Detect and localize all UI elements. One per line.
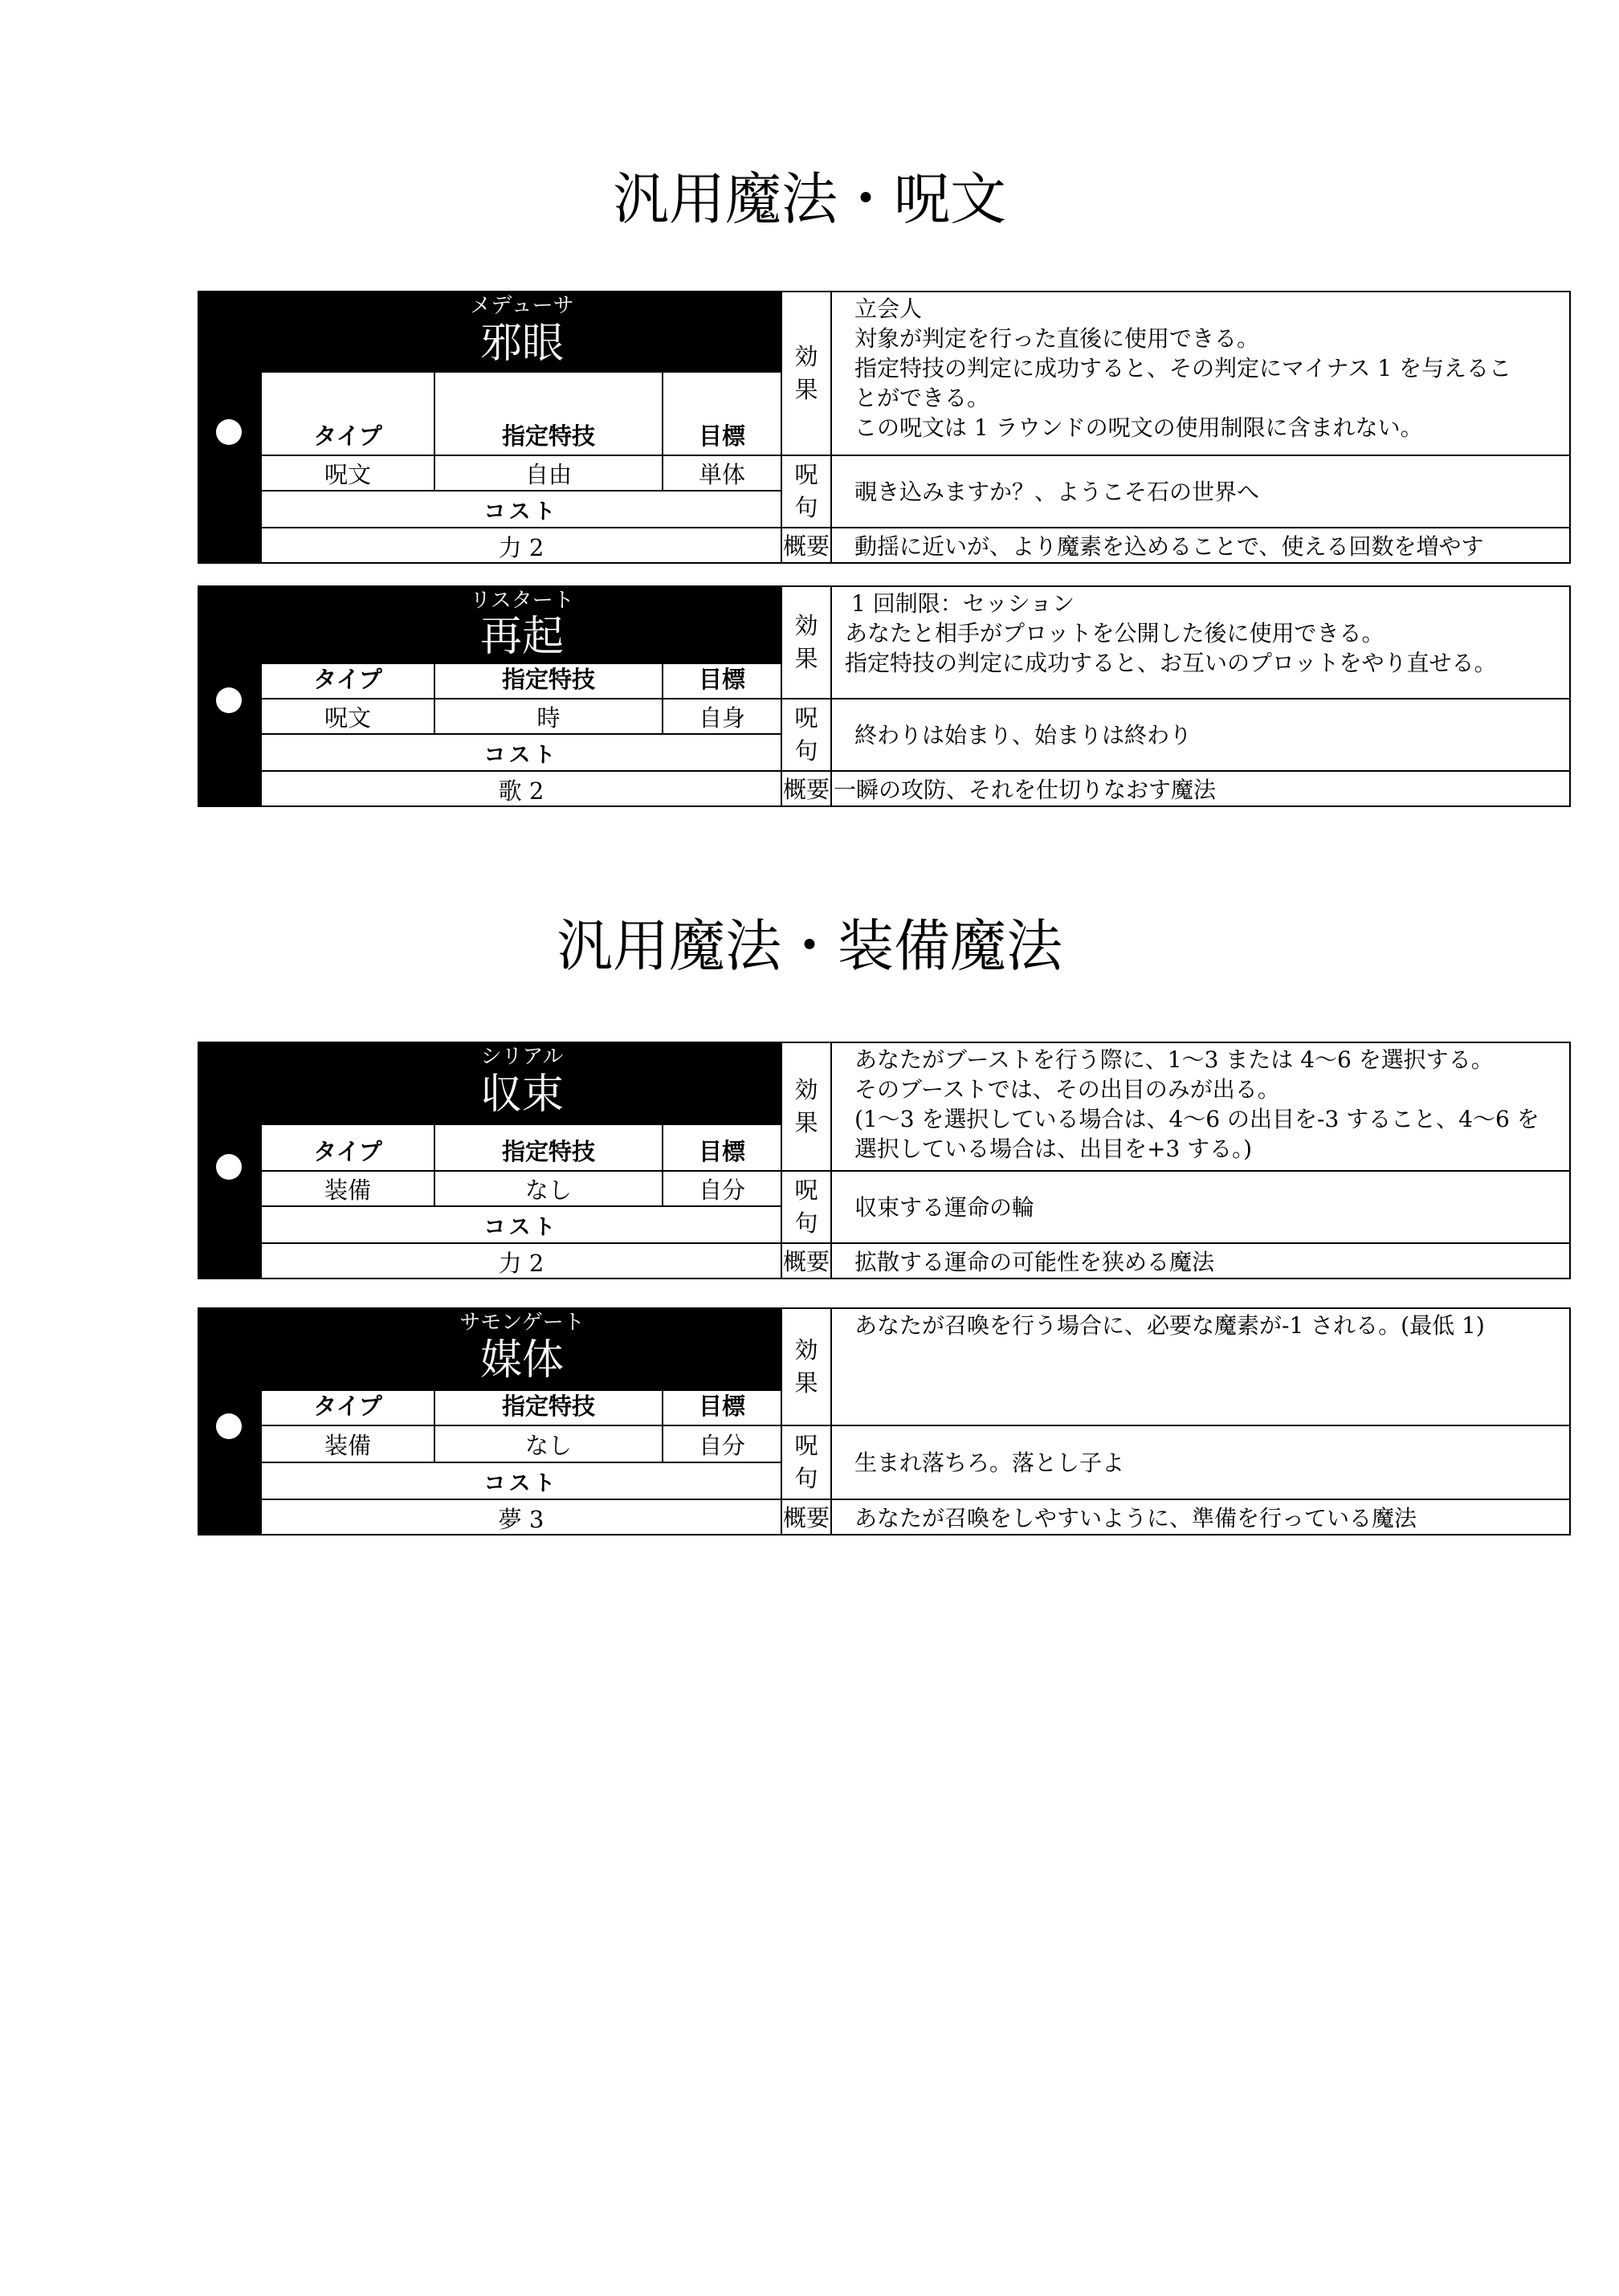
spell-ruby: メデューサ	[470, 294, 574, 318]
incantation-text: 収束する運命の輪	[832, 1172, 1569, 1244]
effect-line: 立会人	[854, 296, 923, 322]
incantation-text: 覗き込みますか？、ようこそ石の世界へ	[832, 456, 1569, 528]
summary-text: 一瞬の攻防、それを仕切りなおす魔法	[834, 776, 1217, 803]
effect-label: 効果	[782, 1043, 832, 1172]
incantation-label: 呪句	[782, 456, 832, 528]
target-header: 目標	[663, 1125, 782, 1172]
incantation-text: 終わりは始まり、始まりは終わり	[832, 699, 1569, 772]
cost-value: 力 2	[262, 528, 782, 564]
spell-name-box	[262, 587, 782, 664]
binder-hole-icon	[216, 1154, 242, 1180]
spell-ruby: サモンゲート	[459, 1311, 585, 1335]
effect-line: あなたがブーストを行う際に、1〜3 または 4〜6 を選択する。	[854, 1046, 1494, 1073]
target-value: 自分	[663, 1426, 782, 1463]
effect-line: 指定特技の判定に成功すると、その判定にマイナス 1 を与えるこ	[854, 355, 1511, 381]
summary-label: 概要	[782, 1500, 832, 1535]
effect-label: 効果	[782, 587, 832, 699]
spell-name: 収束	[479, 1071, 564, 1119]
type-header: タイプ	[262, 664, 435, 699]
cost-label: コスト	[262, 1207, 782, 1244]
spell-name-box	[262, 1043, 782, 1125]
incantation-text: 生まれ落ちろ。落とし子よ	[832, 1426, 1569, 1500]
type-value: 装備	[262, 1426, 435, 1463]
cost-label: コスト	[262, 1463, 782, 1500]
effect-line: 対象が判定を行った直後に使用できる。	[854, 325, 1260, 352]
summary-text: 拡散する運命の可能性を狭める魔法	[854, 1248, 1215, 1275]
summary-text: 動揺に近いが、より魔素を込めることで、使える回数を増やす	[854, 532, 1484, 560]
spell-card	[198, 1307, 1571, 1535]
target-header: 目標	[663, 373, 782, 456]
section-title: 汎用魔法・呪文	[613, 166, 1006, 232]
type-value: 装備	[262, 1172, 435, 1207]
effect-text	[832, 292, 1569, 456]
type-header: タイプ	[262, 1125, 435, 1172]
spell-name: 再起	[479, 613, 564, 661]
effect-line: 指定特技の判定に成功すると、お互いのプロットをやり直せる。	[845, 650, 1497, 676]
effect-line: あなたと相手がプロットを公開した後に使用できる。	[845, 620, 1385, 646]
cost-label: コスト	[262, 735, 782, 772]
effect-label: 効果	[782, 292, 832, 456]
type-value: 呪文	[262, 699, 435, 735]
spell-card	[198, 291, 1571, 564]
incantation-label: 呪句	[782, 699, 832, 772]
skill-header: 指定特技	[435, 1125, 663, 1172]
skill-header: 指定特技	[435, 373, 663, 456]
cost-value: 力 2	[262, 1244, 782, 1279]
target-header: 目標	[663, 664, 782, 699]
cost-value: 夢 3	[262, 1500, 782, 1535]
type-value: 呪文	[262, 456, 435, 491]
spell-card	[198, 585, 1571, 807]
summary-label: 概要	[782, 528, 832, 564]
cost-label: コスト	[262, 491, 782, 528]
spell-name: 媒体	[479, 1336, 564, 1385]
summary-text: あなたが召喚をしやすいように、準備を行っている魔法	[854, 1504, 1417, 1531]
effect-text	[832, 587, 1569, 699]
skill-header: 指定特技	[435, 664, 663, 699]
effect-line: あなたが召喚を行う場合に、必要な魔素が-1 される。(最低 1)	[854, 1312, 1485, 1339]
summary-label: 概要	[782, 1244, 832, 1279]
effect-text	[832, 1043, 1569, 1172]
spell-name-box	[262, 1309, 782, 1391]
incantation-label: 呪句	[782, 1426, 832, 1500]
effect-label: 効果	[782, 1309, 832, 1426]
type-header: タイプ	[262, 373, 435, 456]
target-value: 単体	[663, 456, 782, 491]
skill-value: なし	[435, 1426, 663, 1463]
effect-line: 選択している場合は、出目を+3 する。)	[854, 1136, 1253, 1162]
spell-name: 邪眼	[479, 320, 564, 368]
type-header: タイプ	[262, 1391, 435, 1426]
binder-hole-icon	[216, 419, 242, 445]
skill-value: 時	[435, 699, 663, 735]
binder-hole-icon	[216, 1413, 242, 1439]
cost-value: 歌 2	[262, 772, 782, 807]
effect-line: この呪文は 1 ラウンドの呪文の使用制限に含まれない。	[854, 414, 1423, 441]
effect-line: とができる。	[854, 385, 990, 411]
effect-line: 1 回制限：セッション	[851, 590, 1075, 617]
binder-hole-icon	[216, 687, 242, 713]
spell-card	[198, 1042, 1571, 1279]
spell-ruby: リスタート	[470, 589, 574, 613]
incantation-label: 呪句	[782, 1172, 832, 1244]
skill-value: なし	[435, 1172, 663, 1207]
section-title: 汎用魔法・装備魔法	[557, 913, 1062, 979]
skill-value: 自由	[435, 456, 663, 491]
skill-header: 指定特技	[435, 1391, 663, 1426]
spell-ruby: シリアル	[480, 1045, 564, 1069]
summary-label: 概要	[782, 772, 832, 807]
spell-name-box	[262, 292, 782, 373]
target-header: 目標	[663, 1391, 782, 1426]
effect-line: (1〜3 を選択している場合は、4〜6 の出目を-3 すること、4〜6 を	[854, 1106, 1539, 1132]
effect-line: そのブーストでは、その出目のみが出る。	[854, 1076, 1280, 1103]
target-value: 自分	[663, 1172, 782, 1207]
target-value: 自身	[663, 699, 782, 735]
effect-text	[832, 1309, 1569, 1426]
